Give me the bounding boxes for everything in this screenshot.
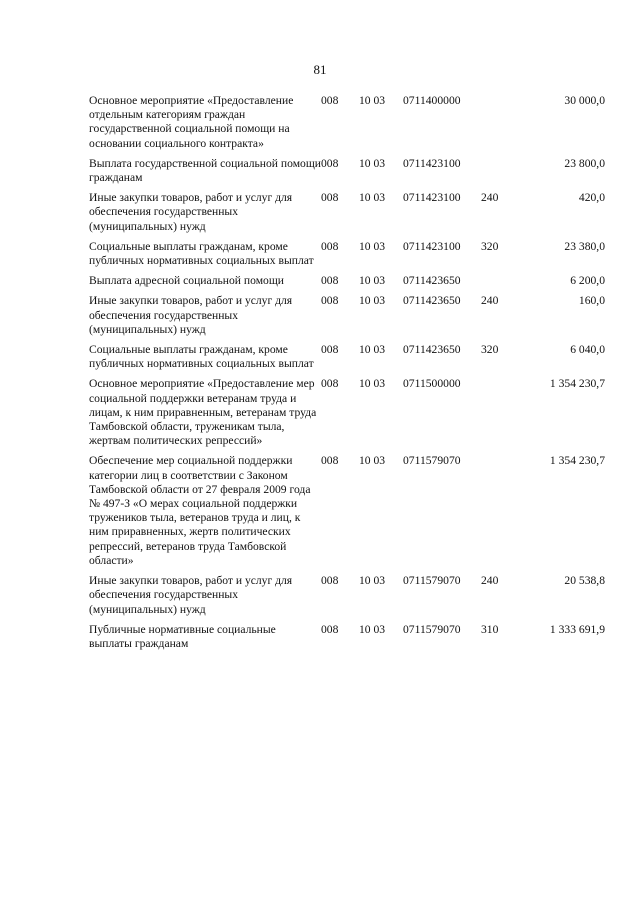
row-name: Основное мероприятие «Предоставление отдельным категориям граждан государственной социальной помощи на основании социального контракта» <box>89 94 294 150</box>
table-row <box>89 191 605 240</box>
row-ministry-code: 008 <box>321 574 339 588</box>
row-article-code: 0711423650 <box>403 343 461 357</box>
row-article-code: 0711423100 <box>403 239 461 253</box>
budget-table <box>89 94 605 657</box>
table-row <box>89 157 605 191</box>
row-amount: 1 354 230,7 <box>549 454 605 468</box>
row-expense-type: 310 <box>481 622 499 636</box>
table-row <box>89 377 605 454</box>
row-article-code: 0711400000 <box>403 94 461 107</box>
row-section-code: 10 03 <box>359 294 386 308</box>
row-ministry-code: 008 <box>321 294 339 308</box>
row-article-code: 0711423100 <box>403 191 461 205</box>
row-amount: 160,0 <box>578 294 605 308</box>
row-expense-type: 320 <box>481 239 499 253</box>
table-row <box>89 454 605 574</box>
row-amount: 20 538,8 <box>564 574 605 588</box>
row-ministry-code: 008 <box>321 191 339 205</box>
row-expense-type <box>481 377 513 454</box>
row-section-code: 10 03 <box>359 574 386 588</box>
row-amount: 23 800,0 <box>564 156 605 170</box>
row-article-code: 0711579070 <box>403 574 461 588</box>
row-section-code: 10 03 <box>359 343 386 357</box>
row-amount: 420,0 <box>578 191 605 205</box>
row-expense-type <box>481 454 513 574</box>
row-section-code: 10 03 <box>359 191 386 205</box>
row-ministry-code: 008 <box>321 274 339 288</box>
row-name: Обеспечение мер социальной поддержки категории лиц в соответствии с Законом Тамбовской области от 27 февраля 2009 года № 497-З «О мерах социальной поддержки тружеников тыла, ветеранов труда и лиц, к ним приравненных, жертв политических репрессий, ветеранов труда Тамбовской области» <box>89 454 311 567</box>
row-article-code: 0711423650 <box>403 294 461 308</box>
row-name: Социальные выплаты гражданам, кроме публичных нормативных социальных выплат <box>89 239 314 268</box>
row-article-code: 0711579070 <box>403 622 461 636</box>
row-ministry-code: 008 <box>321 94 339 107</box>
row-name: Иные закупки товаров, работ и услуг для обеспечения государственных (муниципальных) нужд <box>89 191 293 233</box>
row-section-code: 10 03 <box>359 94 386 107</box>
row-ministry-code: 008 <box>321 377 339 391</box>
table-row <box>89 294 605 343</box>
row-name: Иные закупки товаров, работ и услуг для обеспечения государственных (муниципальных) нужд <box>89 294 293 336</box>
row-name: Иные закупки товаров, работ и услуг для обеспечения государственных (муниципальных) нужд <box>89 574 293 616</box>
row-section-code: 10 03 <box>359 454 386 468</box>
row-expense-type <box>481 274 513 294</box>
row-expense-type: 240 <box>481 191 499 205</box>
row-article-code: 0711423650 <box>403 274 461 288</box>
row-name: Основное мероприятие «Предоставление мер социальной поддержки ветеранам труда и лицам, к ним приравненным, ветеранам труда Тамбовской области, труженикам тыла, жертвам политических репрессий» <box>89 377 317 448</box>
table-row <box>89 343 605 377</box>
row-amount: 1 354 230,7 <box>549 377 605 391</box>
row-ministry-code: 008 <box>321 239 339 253</box>
table-row <box>89 240 605 274</box>
row-name: Выплата государственной социальной помощи гражданам <box>89 156 321 185</box>
table-row <box>89 274 605 294</box>
row-name: Публичные нормативные социальные выплаты гражданам <box>89 622 276 650</box>
row-amount: 6 040,0 <box>570 343 605 357</box>
row-name: Выплата адресной социальной помощи <box>89 274 284 288</box>
row-ministry-code: 008 <box>321 622 339 636</box>
table-row <box>89 94 605 157</box>
row-section-code: 10 03 <box>359 239 386 253</box>
row-article-code: 0711423100 <box>403 156 461 170</box>
row-section-code: 10 03 <box>359 622 386 636</box>
page-number: 81 <box>313 62 327 77</box>
row-expense-type <box>481 94 513 157</box>
row-article-code: 0711579070 <box>403 454 461 468</box>
row-expense-type: 240 <box>481 574 499 588</box>
row-expense-type: 320 <box>481 343 499 357</box>
row-ministry-code: 008 <box>321 343 339 357</box>
row-name: Социальные выплаты гражданам, кроме публичных нормативных социальных выплат <box>89 343 314 371</box>
row-amount: 1 333 691,9 <box>549 622 605 636</box>
row-amount: 23 380,0 <box>564 239 605 253</box>
row-section-code: 10 03 <box>359 156 386 170</box>
row-article-code: 0711500000 <box>403 377 461 391</box>
row-ministry-code: 008 <box>321 156 339 170</box>
row-ministry-code: 008 <box>321 454 339 468</box>
row-amount: 30 000,0 <box>564 94 605 107</box>
row-expense-type: 240 <box>481 294 499 308</box>
table-row <box>89 574 605 623</box>
row-expense-type <box>481 157 513 191</box>
row-section-code: 10 03 <box>359 274 386 288</box>
row-section-code: 10 03 <box>359 377 386 391</box>
row-amount: 6 200,0 <box>570 274 605 288</box>
table-row <box>89 623 605 657</box>
